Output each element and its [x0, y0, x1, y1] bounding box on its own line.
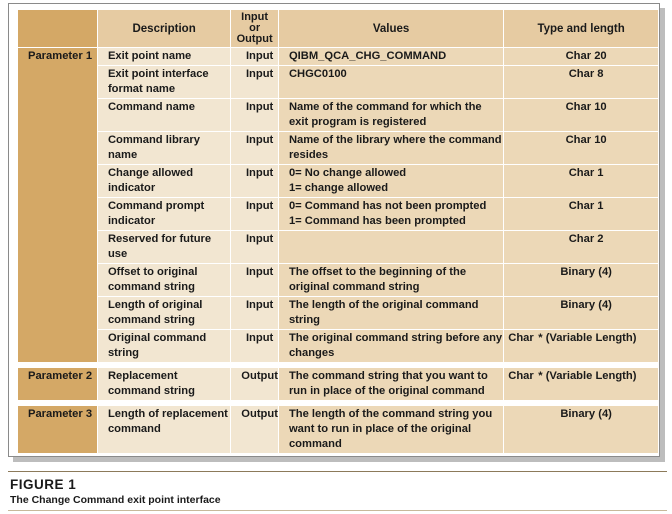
row-values	[278, 231, 503, 264]
row-values: The original command string before any changes	[278, 330, 503, 363]
row-io: Input	[231, 297, 279, 330]
row-values: QIBM_QCA_CHG_COMMAND	[278, 48, 503, 66]
row-values-line-1: 0= Command has not been prompted	[288, 200, 487, 212]
row-values: The length of the command string you want to run in place of the original command	[278, 406, 503, 454]
row-description: Exit point name	[97, 48, 230, 66]
row-description: Change allowed indicator	[97, 165, 230, 198]
row-values-line-2: 1= change allowed	[288, 182, 389, 194]
table-row	[18, 231, 659, 264]
row-type: Binary (4)	[504, 264, 659, 297]
row-type-kind: Char	[508, 332, 534, 344]
header-io: Input or Output	[231, 10, 279, 48]
row-values: Name of the command for which the exit program is registered	[278, 99, 503, 132]
table-row	[18, 48, 659, 66]
row-values-line-2: 1= Command has been prompted	[288, 215, 466, 227]
row-io: Input	[231, 264, 279, 297]
row-io: Input	[231, 66, 279, 99]
row-values	[278, 198, 503, 231]
row-type: Char 1	[504, 165, 659, 198]
row-type	[504, 368, 659, 401]
row-description: Offset to original command string	[97, 264, 230, 297]
row-values: The length of the original command string	[278, 297, 503, 330]
row-io: Input	[231, 198, 279, 231]
row-type-length: * (Variable Length)	[538, 370, 637, 382]
table-row	[18, 330, 659, 363]
row-type: Char 1	[504, 198, 659, 231]
parameter-2-label: Parameter 2	[18, 368, 98, 401]
row-io: Input	[231, 48, 279, 66]
figure-label: FIGURE 1	[10, 477, 77, 492]
row-description: Exit point interface format name	[97, 66, 230, 99]
parameter-3-label: Parameter 3	[18, 406, 98, 454]
table-header-row	[18, 10, 659, 48]
row-io: Output	[231, 406, 279, 454]
row-io: Input	[231, 99, 279, 132]
row-io: Input	[231, 132, 279, 165]
row-values: The command string that you want to run in place of the original command	[278, 368, 503, 401]
figure-caption: The Change Command exit point interface	[10, 494, 221, 506]
row-type: Binary (4)	[504, 406, 659, 454]
row-type: Char 10	[504, 132, 659, 165]
row-type-kind: Char	[508, 370, 534, 382]
table-row	[18, 99, 659, 132]
row-type: Char 8	[504, 66, 659, 99]
header-description: Description	[97, 10, 230, 48]
table-row	[18, 264, 659, 297]
row-description: Length of original command string	[97, 297, 230, 330]
parameter-1-label: Parameter 1	[18, 48, 98, 363]
row-values: Name of the library where the command resides	[278, 132, 503, 165]
row-type: Binary (4)	[504, 297, 659, 330]
row-io: Input	[231, 330, 279, 363]
row-type: Char 10	[504, 99, 659, 132]
table-row	[18, 297, 659, 330]
table-row	[18, 165, 659, 198]
row-description: Replacement command string	[97, 368, 230, 401]
row-description: Command library name	[97, 132, 230, 165]
bottom-divider	[8, 510, 667, 511]
row-io: Input	[231, 231, 279, 264]
row-type	[504, 330, 659, 363]
table-row	[18, 406, 659, 454]
row-description: Original command string	[97, 330, 230, 363]
row-values: The offset to the beginning of the original command string	[278, 264, 503, 297]
header-blank	[18, 10, 98, 48]
row-description: Length of replacement command	[97, 406, 230, 454]
row-io: Input	[231, 165, 279, 198]
row-type-length: * (Variable Length)	[538, 332, 637, 344]
row-values	[278, 165, 503, 198]
row-description: Command prompt indicator	[97, 198, 230, 231]
table-row	[18, 368, 659, 401]
table-row	[18, 132, 659, 165]
row-values: CHGC0100	[278, 66, 503, 99]
caption-divider	[8, 471, 667, 472]
table-row	[18, 198, 659, 231]
header-values: Values	[278, 10, 503, 48]
row-values-line-1: 0= No change allowed	[288, 167, 407, 179]
row-description: Reserved for future use	[97, 231, 230, 264]
row-type: Char 20	[504, 48, 659, 66]
row-description: Command name	[97, 99, 230, 132]
header-type: Type and length	[504, 10, 659, 48]
row-type: Char 2	[504, 231, 659, 264]
figure-frame	[8, 3, 660, 457]
table-row	[18, 66, 659, 99]
exit-point-table	[17, 9, 659, 454]
row-io: Output	[231, 368, 279, 401]
